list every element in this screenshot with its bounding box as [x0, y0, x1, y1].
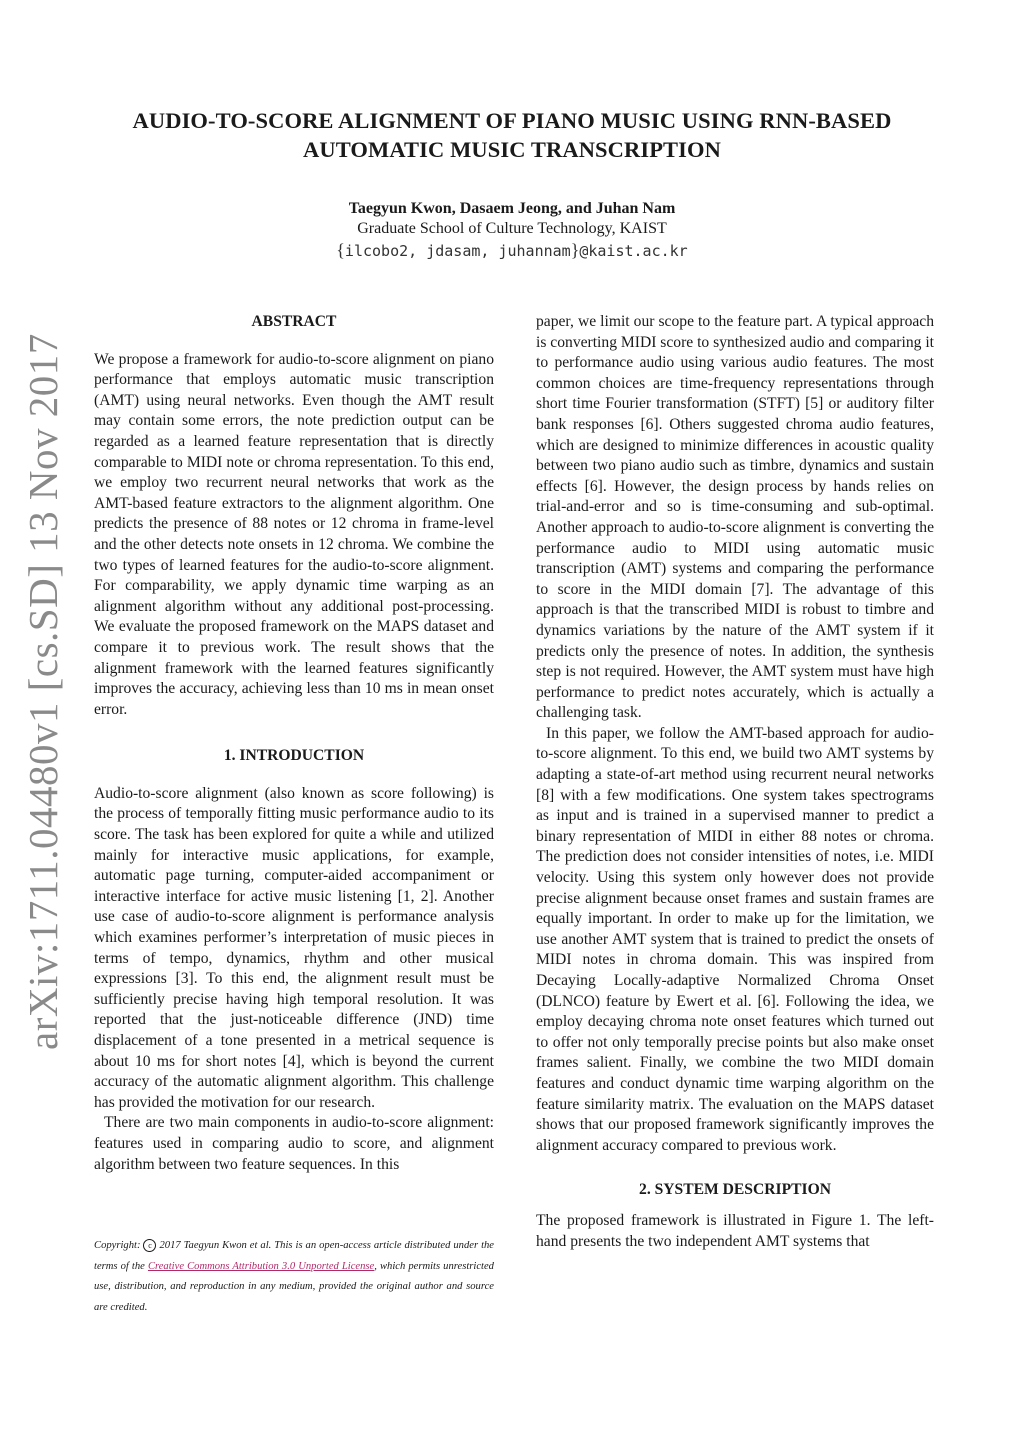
license-link[interactable]: Creative Commons Attribution 3.0 Unported License — [147, 1260, 375, 1272]
introduction-paragraph-3: In this paper, we follow the AMT-based approach for audio-to-score alignment. To this end, we build two AMT systems by adapting a state-of-art method using recurrent neural networks [8] with a few modifications. One system takes spectrograms as input and is trained in a supervised manner to predict a binary representation of MIDI in either 88 notes or chroma. The prediction does not consider intensities of notes, i.e. MIDI velocity. Using this system only however does not provide precise alignment because onset frames and sustain frames are equally important. In order to make up for the limitation, we use another AMT system that is trained to predict the onsets of MIDI notes in chroma domain. This was inspired from Decaying Locally-adaptive Normalized Chroma Onset (DLNCO) feature by Ewert et al. [6]. Following the idea, we employ decaying chroma note onset features which turned out to offer not only temporally precise points but also make onset frames salient. Finally, we combine the two MIDI domain features and conduct dynamic time warping algorithm on the feature similarity matrix. The evaluation on the MAPS dataset shows that our proposed framework significantly improves the alignment accuracy compared to previous work. — [536, 724, 934, 1154]
system-description-heading: 2. SYSTEM DESCRIPTION — [639, 1181, 831, 1199]
email-names: ilcobo2, jdasam, juhannam — [344, 242, 571, 260]
copyright-circle-c-icon: c — [143, 1239, 156, 1252]
introduction-paragraph-1: Audio-to-score alignment (also known as score following) is the process of temporally fitting music performance audio to its score. The task has been explored for quite a while and utilized mainly for interactive music applications, for example, automatic page turning, computer-aided accompaniment or interactive interface for active music listening [1, 2]. Another use case of audio-to-score alignment is performance analysis which examines performer’s interpretation of music pieces in terms of tempo, dynamics, rhythm and other musical expressions [3]. To this end, the alignment result must be sufficiently precise having high temporal resolution. It was reported that the just-noticeable difference (JND) time displacement of a tone presented in a metrical sequence is about 10 ms for short notes [4], which is beyond the current accuracy of the automatic alignment algorithm. This challenge has provided the motivation for our research. — [94, 784, 494, 1111]
title-line-1: AUDIO-TO-SCORE ALIGNMENT OF PIANO MUSIC USING RNN-BASED — [132, 108, 892, 133]
copyright-label: Copyright: — [94, 1240, 141, 1251]
author-list: Taegyun Kwon, Dasaem Jeong, and Juhan Nam — [348, 200, 676, 217]
right-column — [536, 312, 934, 1252]
introduction-heading: 1. INTRODUCTION — [223, 747, 365, 765]
introduction-paragraph-2-continued: paper, we limit our scope to the feature part. A typical approach is converting MIDI score to synthesized audio and comparing it to performance audio using various audio features. The most common choices are time-frequency representations through short time Fourier transformation (STFT) [5] or auditory filter bank responses [6]. Others suggested chroma audio features, which are designed to minimize differences in acoustic quality between two piano audio such as timbre, dynamics and sustain effects [6]. However, the design process by hands relies on trial-and-error and so is time-consuming and sub-optimal. Another approach to audio-to-score alignment is converting the performance audio to MIDI using automatic music transcription (AMT) systems and comparing the performance to score in the MIDI domain [7]. The advantage of this approach is that the transcribed MIDI is robust to timbre and dynamics variations by the nature of the AMT system if it predicts only the presence of notes. In addition, the synthesis step is not required. However, the AMT system must have high performance to predict notes accurately, which is actually a challenging task. — [536, 313, 934, 722]
abstract-heading: ABSTRACT — [251, 313, 337, 330]
email-domain: @kaist.ac.kr — [579, 242, 688, 260]
abstract-text: We propose a framework for audio-to-score alignment on piano performance that employs automatic music transcription (AMT) using neural networks. Even though the AMT result may contain some errors, the note prediction output can be regarded as a learned feature representation that is directly comparable to MIDI note or chroma representation. To this end, we employ two recurrent neural networks that work as the AMT-based feature extractors to the alignment algorithm. One predicts the presence of 88 notes or 12 chroma in frame-level and the other detects note onsets in 12 chroma. We combine the two types of learned features for the audio-to-score alignment. For comparability, we apply dynamic time warping as an alignment algorithm without any additional post-processing. We evaluate the proposed framework on the MAPS dataset and compare it to previous work. The result shows that the alignment framework with the learned features significantly improves the accuracy, achieving less than 10 ms in mean onset error. — [94, 350, 494, 718]
arxiv-sidebar-stamp: arXiv:1711.04480v1 [cs.SD] 13 Nov 2017 — [20, 333, 66, 1050]
system-description-paragraph-1: The proposed framework is illustrated in Figure 1. The left-hand presents the two independent AMT systems that — [536, 1211, 934, 1250]
author-emails — [80, 239, 944, 262]
copyright-text-a: 2017 Taegyun Kwon et al. This is an open-access article distributed under the terms of the — [94, 1240, 495, 1272]
email-close-brace: } — [570, 240, 580, 260]
copyright-text-b: , which permits unrestricted use, distribution, and reproduction in any medium, provided the original author and source are credited. — [94, 1260, 494, 1313]
introduction-paragraph-2-start: There are two main components in audio-to-score alignment: features used in comparing audio to score, and alignment algorithm between two feature sequences. In this — [94, 1114, 494, 1173]
paper-title — [80, 106, 944, 164]
left-column — [94, 312, 494, 1175]
affiliation: Graduate School of Culture Technology, KAIST — [357, 220, 667, 237]
copyright-notice — [94, 1236, 494, 1318]
title-line-2: AUTOMATIC MUSIC TRANSCRIPTION — [303, 137, 721, 162]
email-open-brace: { — [336, 240, 345, 260]
